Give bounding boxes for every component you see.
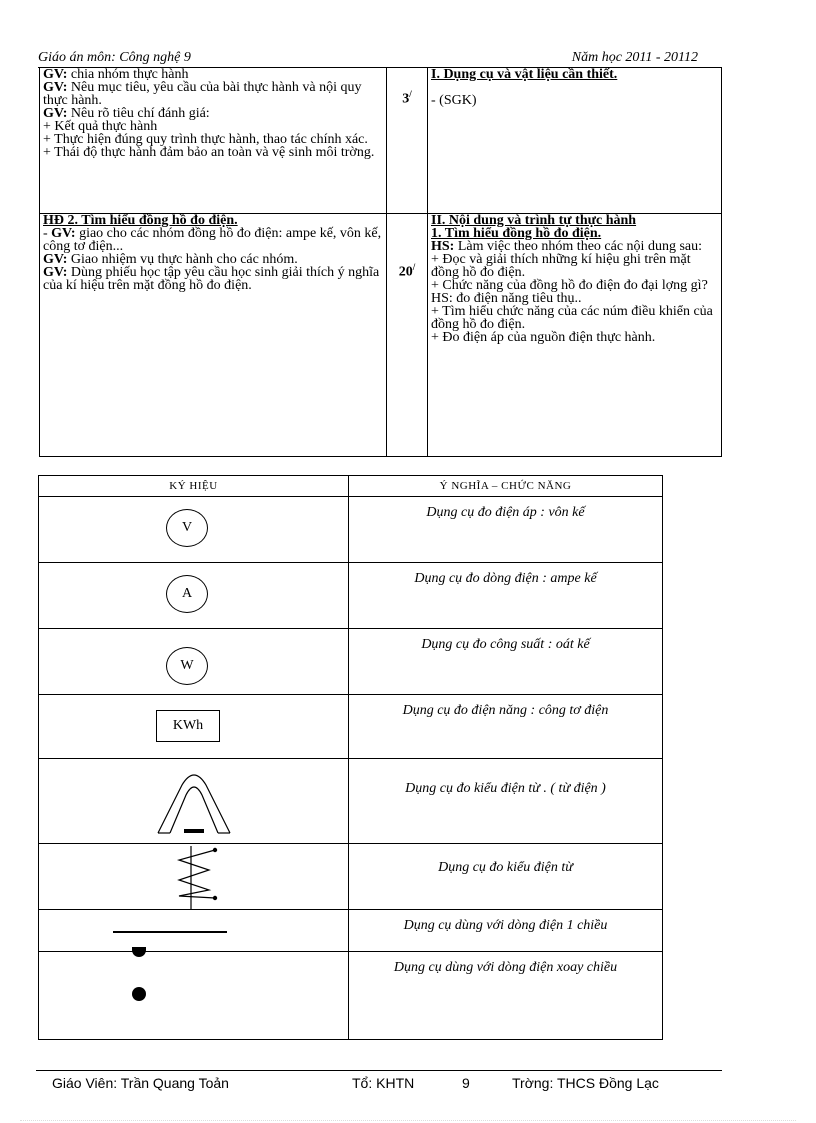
gv-line-6: GV: Dùng phiếu học tập yêu cầu học sinh giải thích ý nghĩa của kí hiệu trên mặt đồng hồ đo điện. <box>43 265 380 293</box>
header-subject: Giáo án môn: Công nghệ 9 <box>38 50 191 65</box>
kwh-meter-symbol: KWh <box>156 710 220 742</box>
symbol-row <box>39 695 663 759</box>
meaning-cell: Dụng cụ đo điện năng : công tơ điện <box>349 695 663 759</box>
symbol-cell <box>39 844 349 910</box>
symbol-cell <box>39 910 349 952</box>
symbol-cell <box>39 497 349 563</box>
symbol-cell <box>39 629 349 695</box>
symbol-row <box>39 952 663 1040</box>
time-cell-2: 20/ <box>387 214 428 457</box>
wattmeter-symbol: W <box>166 647 208 685</box>
page-header <box>38 49 698 68</box>
ac-symbol-dot-top <box>132 947 146 957</box>
header-year: Năm học 2011 - 20112 <box>571 50 698 65</box>
footer-teacher: Giáo Viên: Trần Quang Toản <box>52 1075 229 1091</box>
gv-line-3: GV: Nêu rõ tiêu chí đánh giá: <box>43 106 210 121</box>
footer-school: Trờng: THCS Đồng Lạc <box>512 1075 659 1091</box>
meaning-cell: Dụng cụ đo công suất : oát kế <box>349 629 663 695</box>
symbol-cell <box>39 759 349 844</box>
meaning-cell: Dụng cụ đo dòng điện : ampe kế <box>349 563 663 629</box>
time-cell-1: 3/ <box>387 68 428 214</box>
section-1-title: I. Dụng cụ và vật liệu cần thiết. <box>431 67 618 82</box>
moving-coil-symbol <box>154 765 234 837</box>
section-2-title: II. Nội dung và trình tự thực hành <box>431 213 637 228</box>
task-item-3: HS: đo điện năng tiêu thụ.. <box>431 291 582 306</box>
symbol-cell <box>39 695 349 759</box>
symbol-row <box>39 629 663 695</box>
task-item-5: + Đo điện áp của nguồn điện thực hành. <box>431 330 656 345</box>
ac-symbol-dot <box>132 987 146 1001</box>
content-cell-1 <box>428 68 722 214</box>
activity-2-title: HĐ 2. Tìm hiểu đồng hồ đo điện. <box>43 213 238 228</box>
meaning-cell: Dụng cụ dùng với dòng điện xoay chiều <box>349 952 663 1040</box>
meaning-cell: Dụng cụ dùng với dòng điện 1 chiều <box>349 910 663 952</box>
task-item-4: + Tìm hiểu chức năng của các núm điều khiển của đồng hồ đo điện. <box>431 304 713 332</box>
criteria-2: + Thực hiện đúng quy trình thực hành, thao tác chính xác. <box>43 132 368 147</box>
voltmeter-symbol: V <box>166 509 208 547</box>
gv-line-4: - GV: giao cho các nhóm đồng hồ đo điện: ampe kế, vôn kế, công tơ điện... <box>43 226 382 254</box>
symbol-table <box>38 475 663 1040</box>
meaning-cell: Dụng cụ đo kiểu điện từ . ( từ điện ) <box>349 759 663 844</box>
task-item-1: + Đọc và giải thích những kí hiệu ghi trên mặt đồng hồ đo điện. <box>431 252 691 280</box>
content-cell-2 <box>428 214 722 457</box>
lesson-row-2 <box>40 214 722 457</box>
footer-group: Tổ: KHTN <box>352 1075 415 1091</box>
symbol-row <box>39 844 663 910</box>
teacher-activity-cell-2 <box>40 214 387 457</box>
meaning-cell: Dụng cụ đo điện áp : vôn kế <box>349 497 663 563</box>
gv-line-5: GV: Giao nhiệm vụ thực hành cho các nhóm. <box>43 252 298 267</box>
section-2-subtitle: 1. Tìm hiểu đồng hồ đo điện. <box>431 226 602 241</box>
criteria-1: + Kết quả thực hành <box>43 119 158 134</box>
symbol-row <box>39 563 663 629</box>
symbol-cell <box>39 563 349 629</box>
meaning-cell: Dụng cụ đo kiểu điện từ <box>349 844 663 910</box>
lesson-table <box>39 67 722 457</box>
moving-iron-symbol <box>169 846 229 910</box>
page-bottom-edge <box>20 1120 796 1121</box>
symbol-table-header <box>39 476 663 497</box>
symbol-row <box>39 910 663 952</box>
hs-line: HS: Làm việc theo nhóm theo các nội dung sau: <box>431 239 702 254</box>
task-item-2: + Chức năng của đồng hồ đo điện đo đại lợng gì? <box>431 278 708 293</box>
criteria-3: + Thái độ thực hành đảm bảo an toàn và vệ sinh môi trờng. <box>43 145 375 160</box>
gv-line-2: GV: Nêu mục tiêu, yêu cầu của bài thực hành và nội quy thực hành. <box>43 80 362 108</box>
symbol-cell <box>39 952 349 1040</box>
col-meaning-header: Ý NGHĨA – CHỨC NĂNG <box>349 476 663 497</box>
footer-rule <box>36 1070 722 1071</box>
footer-page: 9 <box>462 1075 470 1091</box>
ammeter-symbol: A <box>166 575 208 613</box>
symbol-row <box>39 759 663 844</box>
teacher-activity-cell <box>40 68 387 214</box>
gv-line-1: GV: chia nhóm thực hành <box>43 67 189 82</box>
lesson-row-1 <box>40 68 722 214</box>
dc-symbol <box>113 931 227 933</box>
symbol-row <box>39 497 663 563</box>
section-1-text: - (SGK) <box>431 93 477 108</box>
col-symbol-header: KÝ HIỆU <box>39 476 349 497</box>
